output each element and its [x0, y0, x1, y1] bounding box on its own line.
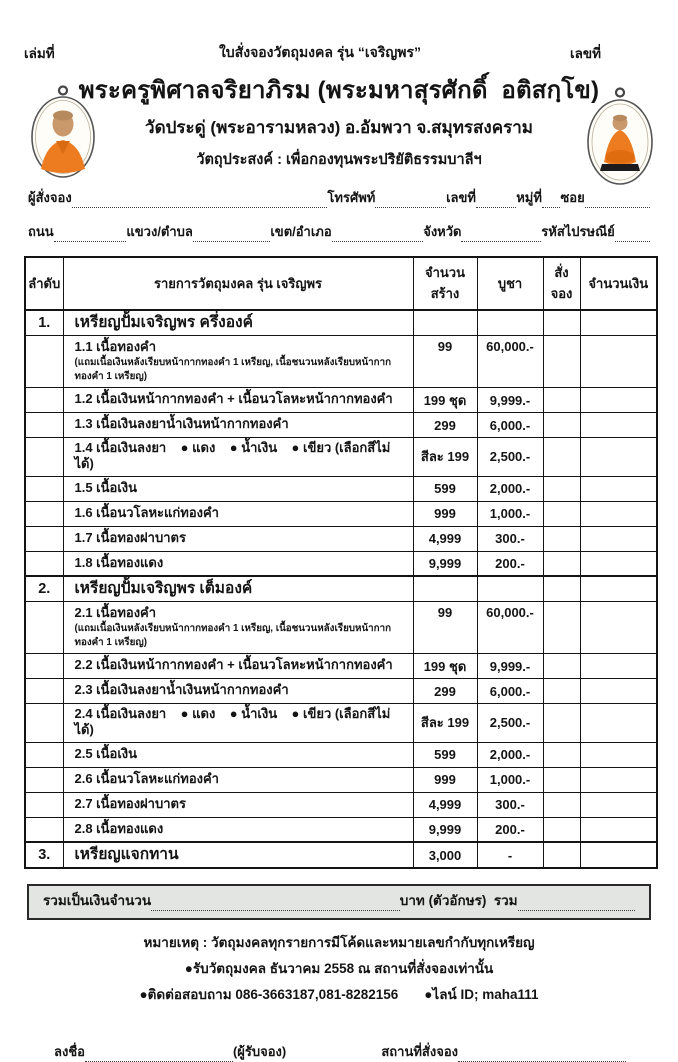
- quantity-cell: [413, 576, 477, 602]
- amount-fill-cell[interactable]: [580, 551, 657, 576]
- quantity-cell: 199 ชุด: [413, 654, 477, 679]
- row-number-cell: [25, 501, 63, 526]
- edition-text: รุ่น “เจริญพร”: [336, 44, 422, 60]
- item-name-cell: [63, 576, 413, 602]
- row-number-cell: [25, 438, 63, 477]
- seated-monk-icon: [582, 86, 658, 188]
- phone-label: โทรศัพท์: [327, 190, 376, 205]
- order-fill-cell[interactable]: [543, 501, 580, 526]
- price-cell: 2,000.-: [477, 476, 543, 501]
- amount-fill-cell[interactable]: [580, 792, 657, 817]
- section-row: [25, 842, 657, 868]
- moo-label: หมู่ที่: [516, 190, 542, 205]
- order-fill-cell[interactable]: [543, 388, 580, 413]
- amount-fill-cell[interactable]: [580, 526, 657, 551]
- row-number-cell: [25, 602, 63, 654]
- item-name: 2.5 เนื้อเงิน: [74, 745, 137, 761]
- row-number-cell: [25, 654, 63, 679]
- serial-number-label: เลขที่: [570, 46, 602, 61]
- order-fill-cell[interactable]: [543, 336, 580, 388]
- amount-fill-cell[interactable]: [580, 438, 657, 477]
- item-note: (แถมเนื้อเงินหลังเรียบหน้ากากทองคำ 1 เหรียญ, เนื้อชนวนหลังเรียบหน้ากากทองคำ 1 เหรียญ): [74, 622, 392, 648]
- amount-fill-cell[interactable]: [580, 336, 657, 388]
- quantity-cell: 299: [413, 413, 477, 438]
- order-fill-cell[interactable]: [543, 704, 580, 743]
- item-name: 1.6 เนื้อนวโลหะแก่ทองคำ: [74, 504, 219, 520]
- order-fill-cell[interactable]: [543, 842, 580, 868]
- quantity-cell: 999: [413, 767, 477, 792]
- customer-info-row-1: [28, 187, 650, 208]
- order-fill-cell[interactable]: [543, 767, 580, 792]
- quantity-cell: 999: [413, 501, 477, 526]
- section-row: [25, 310, 657, 336]
- item-name: 1.3 เนื้อเงินลงยาน้ำเงินหน้ากากทองคำ: [74, 416, 289, 432]
- order-table: [24, 256, 658, 869]
- district-field[interactable]: [332, 227, 424, 242]
- amount-fill-cell[interactable]: [580, 388, 657, 413]
- quantity-cell: 4,999: [413, 792, 477, 817]
- amount-fill-cell[interactable]: [580, 501, 657, 526]
- row-number-cell: [25, 526, 63, 551]
- quantity-cell: 9,999: [413, 551, 477, 576]
- total-label: รวมเป็นเงินจำนวน: [43, 893, 152, 909]
- purpose-line: วัตถุประสงค์ : เพื่อกองทุนพระปริยัติธรรมบาลีฯ: [196, 152, 482, 168]
- amount-fill-cell[interactable]: [580, 310, 657, 336]
- price-cell: 6,000.-: [477, 679, 543, 704]
- order-place-field[interactable]: [458, 1047, 626, 1062]
- price-cell: 2,000.-: [477, 742, 543, 767]
- monk-medallion-left: [26, 84, 100, 185]
- order-fill-cell[interactable]: [543, 679, 580, 704]
- item-row: [25, 817, 657, 842]
- price-cell: 1,000.-: [477, 767, 543, 792]
- item-row: [25, 551, 657, 576]
- item-name-cell: [63, 310, 413, 336]
- postcode-field[interactable]: [615, 227, 650, 242]
- subdistrict-field[interactable]: [193, 227, 270, 242]
- item-row: [25, 704, 657, 743]
- item-name: 2.7 เนื้อทองฝาบาตร: [74, 795, 186, 811]
- header-price: บูชา: [477, 257, 543, 310]
- row-number-cell: [25, 388, 63, 413]
- item-name: เหรียญปั้มเจริญพร ครึ่งองค์: [74, 314, 253, 331]
- item-name: 2.2 เนื้อเงินหน้ากากทองคำ + เนื้อนวโลหะหน้ากากทองคำ: [74, 657, 393, 673]
- order-table-body: [25, 310, 657, 868]
- row-number-cell: [25, 742, 63, 767]
- amount-fill-cell[interactable]: [580, 742, 657, 767]
- quantity-cell: 9,999: [413, 817, 477, 842]
- amount-fill-cell[interactable]: [580, 654, 657, 679]
- order-fill-cell[interactable]: [543, 526, 580, 551]
- header-order: สั่งจอง: [543, 257, 580, 310]
- soi-field[interactable]: [585, 193, 650, 208]
- row-number-cell: [25, 336, 63, 388]
- item-name: 1.2 เนื้อเงินหน้ากากทองคำ + เนื้อนวโลหะหน้ากากทองคำ: [74, 391, 393, 407]
- item-row: [25, 654, 657, 679]
- item-name-cell: [63, 817, 413, 842]
- item-row: [25, 742, 657, 767]
- item-row: [25, 792, 657, 817]
- row-number-cell: 1.: [25, 310, 63, 336]
- price-cell: 2,500.-: [477, 438, 543, 477]
- monk-bust-icon: [26, 84, 100, 180]
- price-cell: 60,000.-: [477, 602, 543, 654]
- item-row: [25, 388, 657, 413]
- phone-field[interactable]: [375, 193, 446, 208]
- orderer-field[interactable]: [72, 193, 328, 208]
- item-name: 1.1 เนื้อทองคำ: [74, 339, 157, 355]
- row-number-cell: [25, 551, 63, 576]
- moo-field[interactable]: [542, 193, 561, 208]
- postcode-label: รหัสไปรษณีย์: [541, 224, 615, 239]
- order-fill-cell[interactable]: [543, 476, 580, 501]
- row-number-cell: [25, 704, 63, 743]
- quantity-cell: 4,999: [413, 526, 477, 551]
- order-fill-cell[interactable]: [543, 742, 580, 767]
- amount-fill-cell[interactable]: [580, 842, 657, 868]
- price-cell: 9,999.-: [477, 388, 543, 413]
- item-name: 1.5 เนื้อเงิน: [74, 479, 137, 495]
- order-place-label: สถานที่สั่งจอง: [381, 1044, 458, 1060]
- amount-fill-cell[interactable]: [580, 576, 657, 602]
- row-number-cell: 3.: [25, 842, 63, 868]
- item-name-cell: [63, 388, 413, 413]
- customer-info-row-2: [28, 221, 650, 242]
- item-name: 2.4 เนื้อเงินลงยา ● แดง ● น้ำเงิน ● เขียว (เลือกสีไม่ได้): [74, 706, 391, 738]
- amount-fill-cell[interactable]: [580, 817, 657, 842]
- price-cell: 200.-: [477, 817, 543, 842]
- header-amount: จำนวนเงิน: [580, 257, 657, 310]
- total-amount-field[interactable]: [151, 896, 400, 911]
- order-fill-cell[interactable]: [543, 438, 580, 477]
- amount-fill-cell[interactable]: [580, 704, 657, 743]
- amount-fill-cell[interactable]: [580, 413, 657, 438]
- quantity-cell: 3,000: [413, 842, 477, 868]
- order-fill-cell[interactable]: [543, 792, 580, 817]
- header-index: ลำดับ: [25, 257, 63, 310]
- order-fill-cell[interactable]: [543, 310, 580, 336]
- price-cell: 1,000.-: [477, 501, 543, 526]
- quantity-cell: สีละ 199: [413, 704, 477, 743]
- order-fill-cell[interactable]: [543, 654, 580, 679]
- row-number-cell: 2.: [25, 576, 63, 602]
- item-row: [25, 476, 657, 501]
- road-field[interactable]: [54, 227, 127, 242]
- price-cell: [477, 576, 543, 602]
- quantity-cell: 199 ชุด: [413, 388, 477, 413]
- row-number-cell: [25, 679, 63, 704]
- section-row: [25, 576, 657, 602]
- house-no-field[interactable]: [476, 193, 516, 208]
- row-number-cell: [25, 817, 63, 842]
- notes-block: [24, 931, 654, 1005]
- item-name-cell: [63, 551, 413, 576]
- row-number-cell: [25, 792, 63, 817]
- orderer-label: ผู้สั่งจอง: [28, 190, 72, 205]
- item-row: [25, 501, 657, 526]
- item-name: 1.7 เนื้อทองฝาบาตร: [74, 529, 186, 545]
- price-cell: 60,000.-: [477, 336, 543, 388]
- baht-text-label: บาท (ตัวอักษร) รวม: [399, 893, 518, 909]
- line-id: ●ไลน์ ID; maha111: [424, 987, 539, 1003]
- row-number-cell: [25, 767, 63, 792]
- quantity-cell: [413, 310, 477, 336]
- total-amount-box: [27, 884, 651, 920]
- item-name: 2.8 เนื้อทองแดง: [74, 820, 164, 836]
- signature-field[interactable]: [85, 1047, 233, 1062]
- item-row: [25, 438, 657, 477]
- table-header-row: [25, 257, 657, 310]
- sign-label: ลงชื่อ: [54, 1044, 85, 1060]
- contact-phones: ●ติดต่อสอบถาม 086-3663187,081-8282156: [139, 987, 399, 1003]
- item-name: เหรียญปั้มเจริญพร เต็มองค์: [74, 580, 253, 598]
- quantity-cell: 599: [413, 476, 477, 501]
- order-fill-cell[interactable]: [543, 413, 580, 438]
- price-cell: 300.-: [477, 792, 543, 817]
- item-name-cell: [63, 842, 413, 868]
- quantity-cell: 99: [413, 602, 477, 654]
- item-name-cell: [63, 413, 413, 438]
- row-number-cell: [25, 476, 63, 501]
- total-sum-field[interactable]: [518, 896, 635, 911]
- page-title: พระครูพิศาลจริยาภิรม (พระมหาสุรศักดิ์ อติสกฺโข): [78, 77, 600, 104]
- item-row: [25, 413, 657, 438]
- item-name-cell: [63, 336, 413, 388]
- item-row: [25, 336, 657, 388]
- order-fill-cell[interactable]: [543, 551, 580, 576]
- item-name: 2.6 เนื้อนวโลหะแก่ทองคำ: [74, 770, 219, 786]
- amount-fill-cell[interactable]: [580, 476, 657, 501]
- amount-fill-cell[interactable]: [580, 679, 657, 704]
- amount-fill-cell[interactable]: [580, 602, 657, 654]
- quantity-cell: 99: [413, 336, 477, 388]
- order-fill-cell[interactable]: [543, 817, 580, 842]
- order-fill-cell[interactable]: [543, 602, 580, 654]
- monk-medallion-right: [582, 86, 658, 193]
- road-label: ถนน: [28, 224, 54, 239]
- signature-row: [54, 1041, 626, 1062]
- price-cell: 9,999.-: [477, 654, 543, 679]
- top-row: [24, 42, 654, 64]
- quantity-cell: 299: [413, 679, 477, 704]
- volume-number-label: เล่มที่: [24, 46, 55, 61]
- note-line-3: [24, 983, 654, 1005]
- header-quantity: จำนวนสร้าง: [413, 257, 477, 310]
- price-cell: 2,500.-: [477, 704, 543, 743]
- item-name: 2.3 เนื้อเงินลงยาน้ำเงินหน้ากากทองคำ: [74, 682, 289, 698]
- province-label: จังหวัด: [423, 224, 462, 239]
- item-row: [25, 767, 657, 792]
- district-label: เขต/อำเภอ: [270, 224, 332, 239]
- quantity-cell: 599: [413, 742, 477, 767]
- item-name-cell: [63, 679, 413, 704]
- item-row: [25, 679, 657, 704]
- item-row: [25, 602, 657, 654]
- receiver-label: (ผู้รับจอง): [232, 1044, 287, 1060]
- province-field[interactable]: [461, 227, 541, 242]
- item-name-cell: [63, 654, 413, 679]
- item-name-cell: [63, 602, 413, 654]
- order-fill-cell[interactable]: [543, 576, 580, 602]
- form-title: [104, 42, 536, 64]
- item-name-cell: [63, 767, 413, 792]
- temple-subtitle: วัดประดู่ (พระอารามหลวง) อ.อัมพวา จ.สมุทรสงคราม: [145, 118, 533, 137]
- note-line-1: หมายเหตุ : วัตถุมงคลทุกรายการมีโค้ดและหมายเลขกำกับทุกเหรียญ: [143, 935, 535, 951]
- item-name-cell: [63, 476, 413, 501]
- subdistrict-label: แขวง/ตำบล: [126, 224, 193, 239]
- amount-fill-cell[interactable]: [580, 767, 657, 792]
- item-name: 1.8 เนื้อทองแดง: [74, 554, 164, 570]
- form-type-text: ใบสั่งจองวัตถุมงคล: [218, 44, 333, 60]
- price-cell: 300.-: [477, 526, 543, 551]
- item-name-cell: [63, 704, 413, 743]
- price-cell: -: [477, 842, 543, 868]
- price-cell: 6,000.-: [477, 413, 543, 438]
- item-note: (แถมเนื้อเงินหลังเรียบหน้ากากทองคำ 1 เหรียญ, เนื้อชนวนหลังเรียบหน้ากากทองคำ 1 เหรียญ): [74, 356, 392, 382]
- header-item: รายการวัตถุมงคล รุ่น เจริญพร: [63, 257, 413, 310]
- soi-label: ซอย: [560, 190, 585, 205]
- price-cell: 200.-: [477, 551, 543, 576]
- item-name: 2.1 เนื้อทองคำ: [74, 605, 157, 621]
- item-name-cell: [63, 742, 413, 767]
- item-name-cell: [63, 526, 413, 551]
- quantity-cell: สีละ 199: [413, 438, 477, 477]
- item-name-cell: [63, 792, 413, 817]
- note-line-2: ●รับวัตถุมงคล ธันวาคม 2558 ณ สถานที่สั่งจองเท่านั้น: [184, 961, 494, 977]
- house-no-label: เลขที่: [446, 190, 476, 205]
- row-number-cell: [25, 413, 63, 438]
- price-cell: [477, 310, 543, 336]
- item-name: เหรียญแจกทาน: [74, 846, 179, 864]
- item-name-cell: [63, 501, 413, 526]
- item-name: 1.4 เนื้อเงินลงยา ● แดง ● น้ำเงิน ● เขียว (เลือกสีไม่ได้): [74, 440, 391, 472]
- item-name-cell: [63, 438, 413, 477]
- item-row: [25, 526, 657, 551]
